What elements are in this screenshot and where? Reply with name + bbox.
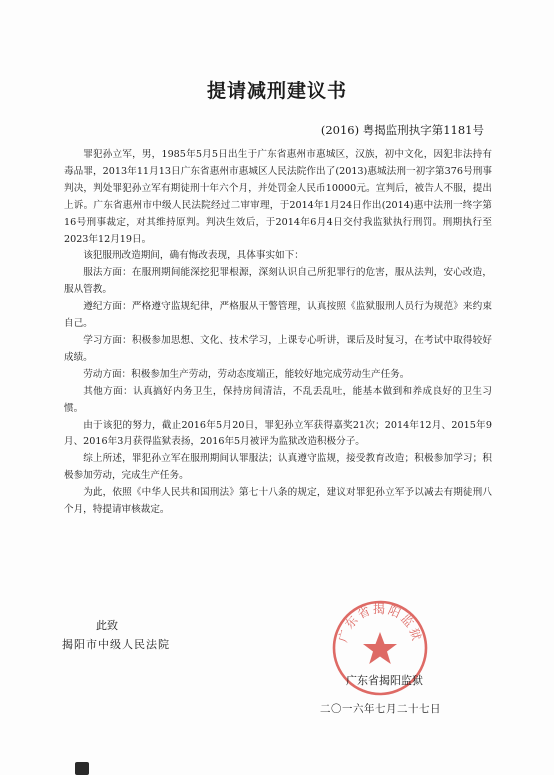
- paragraph-summary: 综上所述，罪犯孙立军在服刑期间认罪服法；认真遵守监规，接受教育改造；积极参加学习；积极参加劳动，完成生产任务。: [64, 453, 492, 482]
- paragraph-intro: 该犯服刑改造期间，确有悔改表现，具体事实如下：: [83, 250, 304, 262]
- paragraph-discipline: 遵纪方面：严格遵守监规纪律，严格服从干警管理，认真按照《监狱服刑人员行为规范》来约束自己。: [64, 301, 492, 330]
- seal-star-icon: [363, 632, 397, 664]
- document-number: (2016) 粤揭监刑执字第1181号: [320, 123, 484, 137]
- paragraph-study: 学习方面：积极参加思想、文化、技术学习，上课专心听讲，课后及时复习，在考试中取得较好成绩。: [64, 334, 492, 363]
- seal-text: 广东省揭阳监狱: [335, 601, 425, 644]
- salutation-recipient: 揭阳市中级人民法院: [62, 638, 170, 651]
- paragraph-recommendation: 为此，依照《中华人民共和国刑法》第七十八条的规定，建议对罪犯孙立军予以减去有期徒刑八个月，特提请审核裁定。: [64, 487, 492, 516]
- paragraph-labor: 劳动方面：积极参加生产劳动，劳动态度端正，能较好地完成劳动生产任务。: [83, 368, 410, 380]
- document-title: 提请减刑建议书: [206, 80, 347, 102]
- paragraph-awards: 由于该犯的努力，截止2016年5月20日，罪犯孙立军获得嘉奖21次；2014年12月、2015年9月、2016年3月获得监狱表扬，2016年5月被评为监狱改造积极分子。: [64, 419, 492, 448]
- document-body: [64, 147, 492, 519]
- paragraph-law-abiding: 服法方面：在服刑期间能深挖犯罪根源，深刻认识自己所犯罪行的危害，服从法判，安心改造，服从管教。: [64, 267, 492, 296]
- scan-corner-mark: [75, 762, 89, 775]
- salutation-greeting: 此致: [96, 619, 118, 632]
- paragraph-case-facts: 罪犯孙立军，男，1985年5月5日出生于广东省惠州市惠城区，汉族，初中文化，因犯非法持有毒品罪，2013年11月13日广东省惠州市惠城区人民法院作出了(2013)惠城法刑一初字第376号刑事判决，判处罪犯孙立军有期徒刑十年六个月，并处罚金人民币10000元。宣判后，被告人不服，提出上诉。广东省惠州市中级人民法院经过二审审理，于2014年1月24日作出(2014)惠中法刑一终字第16号刑事裁定，对其维持原判。判决生效后，于2014年6月4日交付我监狱执行刑罚。刑期执行至2023年12月19日。: [64, 149, 492, 245]
- issue-date: 二〇一六年七月二十七日: [320, 703, 441, 715]
- paragraph-other: 其他方面：认真搞好内务卫生，保持房间清洁，不乱丢乱吐，能基本做到和养成良好的卫生习惯。: [64, 385, 492, 414]
- issuer-name: 广东省揭阳监狱: [346, 674, 423, 687]
